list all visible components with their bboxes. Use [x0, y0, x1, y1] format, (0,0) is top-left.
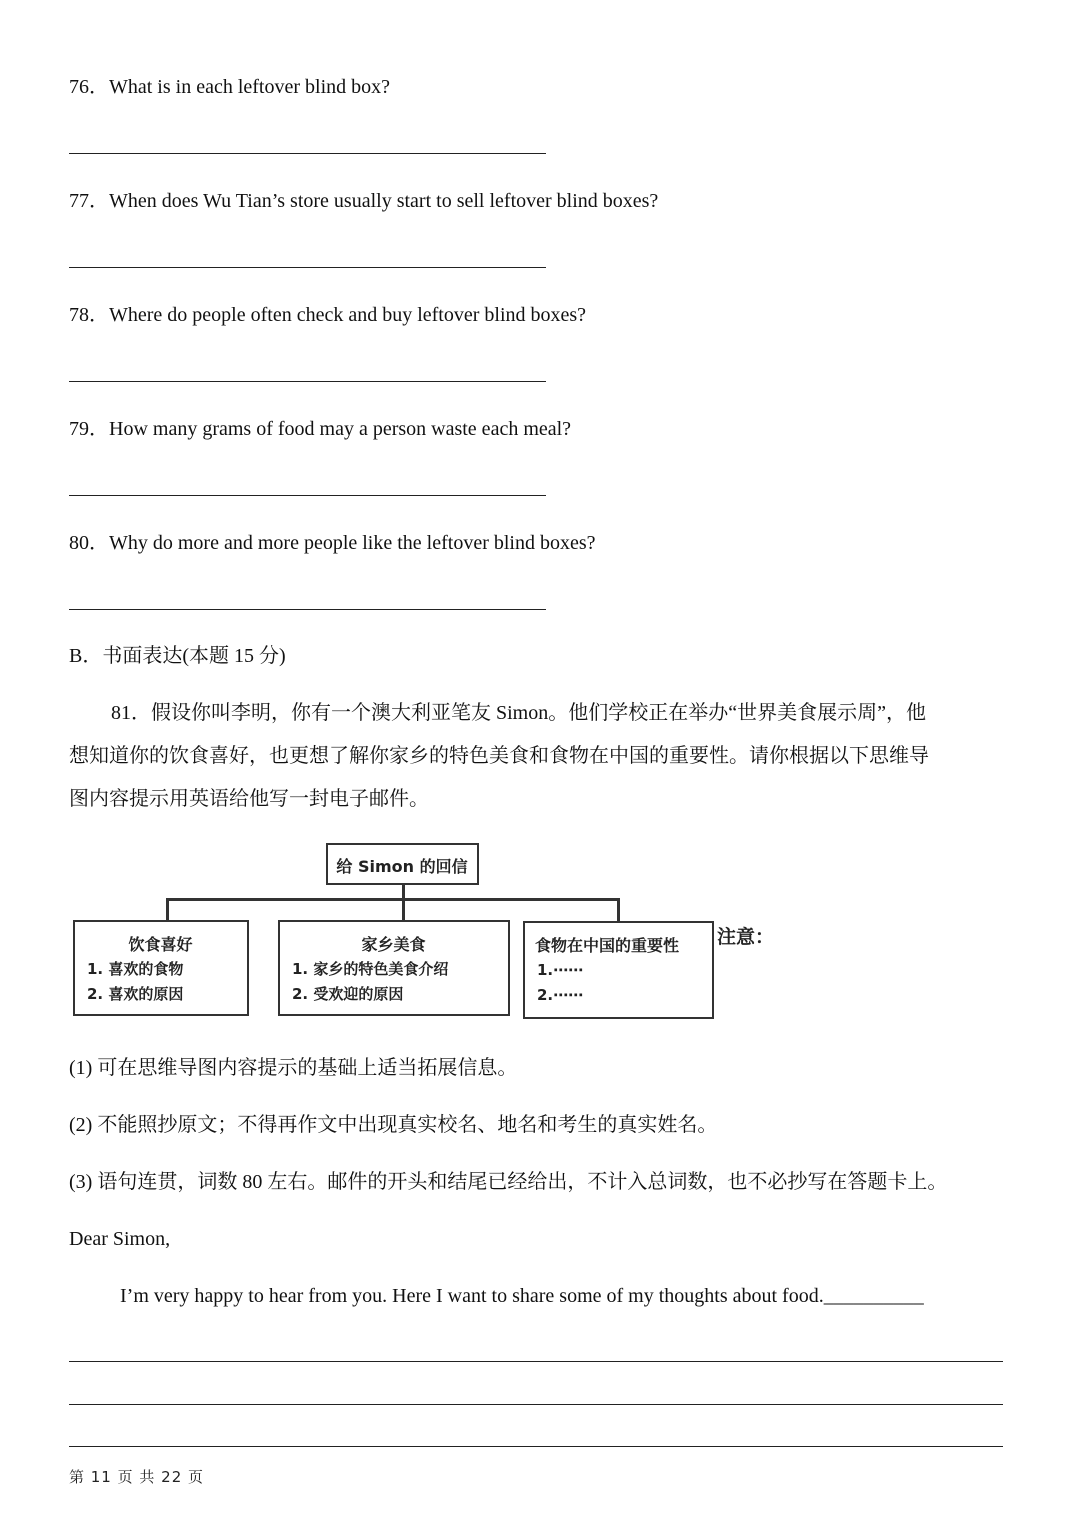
box-item: 1. 家乡的特色美食介绍	[292, 960, 449, 978]
answer-line-77[interactable]	[69, 267, 546, 268]
answer-line-80[interactable]	[69, 609, 546, 610]
letter-opening: I’m very happy to hear from you. Here I want to share some of my thoughts about food.__________	[120, 1285, 924, 1307]
box-item: 1. 喜欢的食物	[87, 960, 184, 978]
question-number: 79．	[69, 418, 109, 440]
question-text: Where do people often check and buy leftover blind boxes?	[109, 304, 587, 326]
mind-map-root-box	[326, 843, 479, 885]
box-title: 食物在中国的重要性	[535, 936, 680, 955]
note-label: 注意：	[717, 926, 775, 948]
mind-map-root-label: 给 Simon 的回信	[336, 857, 468, 876]
page-footer: 第 11 页 共 22 页	[69, 1468, 205, 1486]
mind-map-box-hometown-food	[278, 920, 510, 1016]
question-79	[69, 416, 571, 442]
box-title: 家乡美食	[361, 935, 426, 954]
question-78	[69, 302, 586, 328]
answer-line-76[interactable]	[69, 153, 546, 154]
note-2: (2) 不能照抄原文；不得再作文中出现真实校名、地名和考生的真实姓名。	[69, 1114, 718, 1136]
task-line-2: 想知道你的饮食喜好，也更想了解你家乡的特色美食和食物在中国的重要性。请你根据以下思维导	[69, 745, 929, 767]
connector-vertical	[402, 885, 405, 921]
answer-line-79[interactable]	[69, 495, 546, 496]
writing-line[interactable]	[69, 1446, 1003, 1447]
question-76	[69, 74, 390, 100]
writing-line[interactable]	[69, 1404, 1003, 1405]
section-b-heading: B．书面表达(本题 15 分)	[69, 645, 286, 667]
answer-line-78[interactable]	[69, 381, 546, 382]
question-number: 76．	[69, 76, 109, 98]
task-line-1: 81．假设你叫李明，你有一个澳大利亚笔友 Simon。他们学校正在举办“世界美食展示周”，他	[111, 702, 926, 724]
connector-right	[617, 898, 620, 922]
connector-left	[166, 898, 169, 921]
question-text: How many grams of food may a person waste each meal?	[109, 418, 572, 440]
question-text: What is in each leftover blind box?	[109, 76, 391, 98]
mind-map-box-food-importance	[523, 921, 714, 1019]
box-item: 1.⋯⋯	[537, 961, 584, 979]
writing-task-prompt	[69, 692, 1009, 821]
note-1: (1) 可在思维导图内容提示的基础上适当拓展信息。	[69, 1057, 518, 1079]
question-text: When does Wu Tian’s store usually start to sell leftover blind boxes?	[109, 190, 659, 212]
writing-line[interactable]	[69, 1361, 1003, 1362]
connector-horizontal	[166, 898, 620, 901]
letter-greeting: Dear Simon,	[69, 1228, 171, 1250]
question-number: 77．	[69, 190, 109, 212]
note-3: (3) 语句连贯，词数 80 左右。邮件的开头和结尾已经给出，不计入总词数，也不必抄写在答题卡上。	[69, 1171, 948, 1193]
box-item: 2.⋯⋯	[537, 986, 584, 1004]
question-80	[69, 530, 596, 556]
box-title: 饮食喜好	[128, 935, 193, 954]
question-number: 80．	[69, 532, 109, 554]
box-item: 2. 喜欢的原因	[87, 985, 184, 1003]
question-77	[69, 188, 658, 214]
box-item: 2. 受欢迎的原因	[292, 985, 404, 1003]
question-number: 78．	[69, 304, 109, 326]
question-text: Why do more and more people like the leftover blind boxes?	[109, 532, 596, 554]
mind-map-box-diet-preference	[73, 920, 249, 1016]
task-line-3: 图内容提示用英语给他写一封电子邮件。	[69, 788, 429, 810]
